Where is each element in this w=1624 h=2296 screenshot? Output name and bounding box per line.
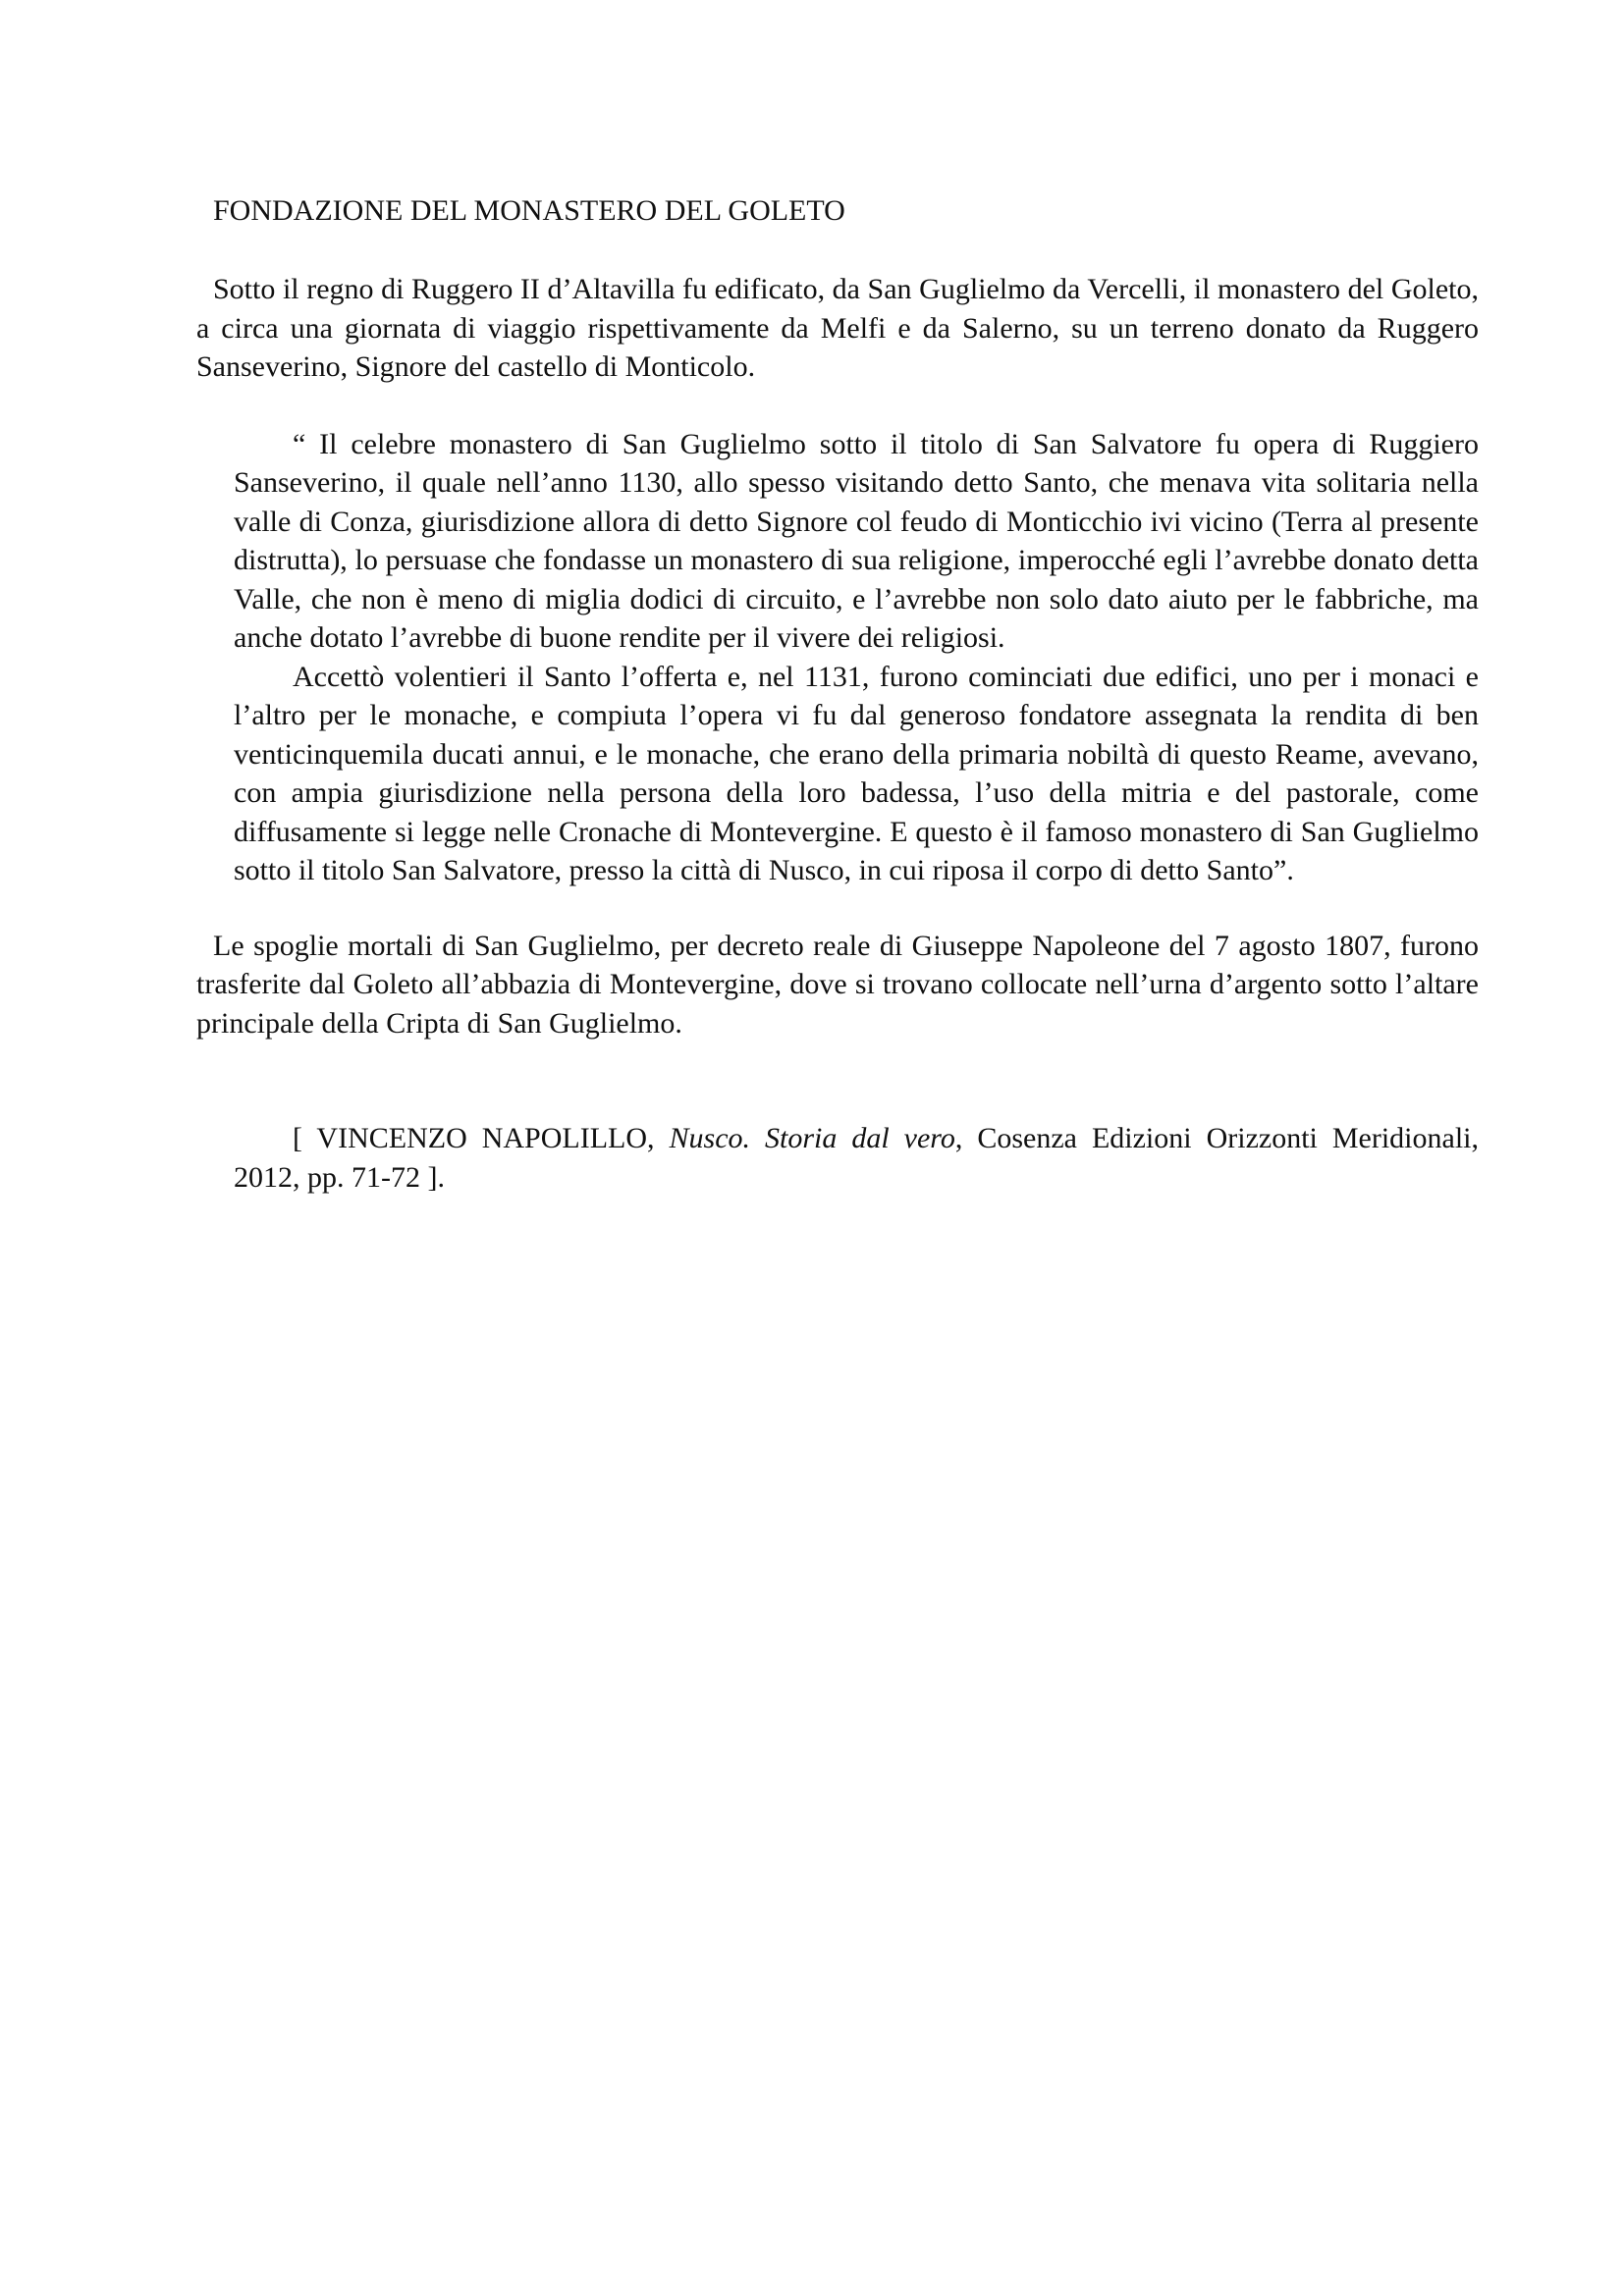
document-page bbox=[196, 191, 1479, 1197]
intro-paragraph: Sotto il regno di Ruggero II d’Altavilla fu edificato, da San Guglielmo da Vercelli, il monastero del Goleto, a circa una giornata di viaggio rispettivamente da Melfi e da Salerno, su un terreno donato da Ruggero Sanseverino, Signore del castello di Monticolo. bbox=[196, 273, 1479, 383]
citation bbox=[196, 1119, 1479, 1197]
citation-prefix: [ VINCENZO NAPOLILLO, bbox=[293, 1122, 670, 1154]
citation-suffix: , Cosenza Edizioni Orizzonti Meridionali, 2012, pp. 71-72 ]. bbox=[234, 1122, 1479, 1194]
quote-paragraph: “ Il celebre monastero di San Guglielmo sotto il titolo di San Salvatore fu opera di Ruggiero Sanseverino, il quale nell’anno 1130, allo spesso visitando detto Santo, che menava vita solitaria nella valle di Conza, giurisdizione allora di detto Signore col feudo di Monticchio ivi vicino (Terra al presente distrutta), lo persuase che fondasse un monastero di sua religione, imperocché egli l’avrebbe donato detta Valle, che non è meno di miglia dodici di circuito, e l’avrebbe non solo dato aiuto per le fabbriche, ma anche dotato l’avrebbe di buone rendite per il vivere dei religiosi. bbox=[234, 427, 1479, 654]
quote-paragraph: Accettò volentieri il Santo l’offerta e, nel 1131, furono cominciati due edifici, uno per i monaci e l’altro per le monache, e compiuta l’opera vi fu dal generoso fondatore assegnata la rendita di ben venticinquemila ducati annui, e le monache, che erano della primaria nobiltà di questo Reame, avevano, con ampia giurisdizione nella persona della loro badessa, l’uso della mitria e del pastorale, come diffusamente si legge nelle Cronache di Montevergine. E questo è il famoso monastero di San Guglielmo sotto il titolo San Salvatore, presso la città di Nusco, in cui riposa il corpo di detto Santo”. bbox=[234, 660, 1479, 886]
closing-paragraph: Le spoglie mortali di San Guglielmo, per decreto reale di Giuseppe Napoleone del 7 agosto 1807, furono trasferite dal Goleto all’abbazia di Montevergine, dove si trovano collocate nell’urna d’argento sotto l’altare principale della Cripta di San Guglielmo. bbox=[196, 929, 1479, 1040]
quoted-passage bbox=[196, 425, 1479, 890]
document-title: FONDAZIONE DEL MONASTERO DEL GOLETO bbox=[213, 194, 845, 227]
citation-work-title: Nusco. Storia dal vero bbox=[669, 1122, 955, 1154]
